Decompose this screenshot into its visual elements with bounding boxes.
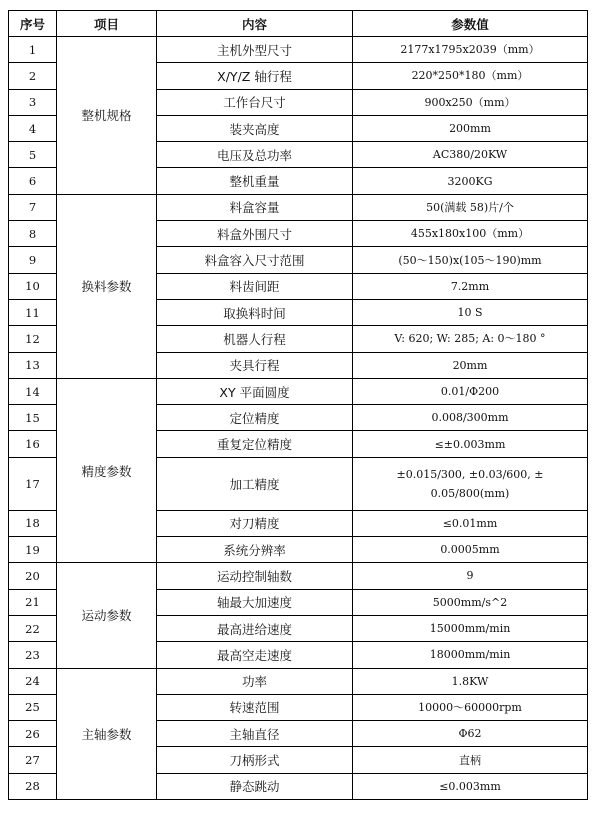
row-number: 10 xyxy=(9,273,57,299)
item-name: 转速范围 xyxy=(157,694,353,720)
header-value: 参数值 xyxy=(353,11,588,37)
row-number: 20 xyxy=(9,563,57,589)
item-name: 系统分辨率 xyxy=(157,537,353,563)
table-row xyxy=(9,194,588,220)
item-name: 料盒容量 xyxy=(157,194,353,220)
item-value: 15000mm/min xyxy=(353,615,588,641)
table-row xyxy=(9,563,588,589)
item-name: 功率 xyxy=(157,668,353,694)
row-number: 5 xyxy=(9,142,57,168)
item-value: ≤0.003mm xyxy=(353,773,588,799)
item-value: ≤0.01mm xyxy=(353,510,588,536)
item-name: 机器人行程 xyxy=(157,326,353,352)
row-number: 6 xyxy=(9,168,57,194)
item-value: Φ62 xyxy=(353,721,588,747)
item-name: 装夹高度 xyxy=(157,115,353,141)
item-name: 料齿间距 xyxy=(157,273,353,299)
row-number: 11 xyxy=(9,299,57,325)
item-value: 0.01/Φ200 xyxy=(353,378,588,404)
row-number: 16 xyxy=(9,431,57,457)
item-value: 3200KG xyxy=(353,168,588,194)
item-name: 加工精度 xyxy=(157,457,353,510)
spec-table xyxy=(8,10,588,800)
item-value: 18000mm/min xyxy=(353,642,588,668)
item-value: 220*250*180（mm） xyxy=(353,63,588,89)
item-name: 静态跳动 xyxy=(157,773,353,799)
item-value: AC380/20KW xyxy=(353,142,588,168)
row-number: 17 xyxy=(9,457,57,510)
row-number: 28 xyxy=(9,773,57,799)
row-number: 22 xyxy=(9,615,57,641)
row-number: 18 xyxy=(9,510,57,536)
row-number: 15 xyxy=(9,405,57,431)
section-label-precision: 精度参数 xyxy=(57,378,157,562)
row-number: 8 xyxy=(9,221,57,247)
item-value: 0.0005mm xyxy=(353,537,588,563)
item-name: X/Y/Z 轴行程 xyxy=(157,63,353,89)
header-row xyxy=(9,11,588,37)
item-name: 夹具行程 xyxy=(157,352,353,378)
section-label-material-change: 换料参数 xyxy=(57,194,157,378)
item-value: 50(满载 58)片/个 xyxy=(353,194,588,220)
item-name: 主轴直径 xyxy=(157,721,353,747)
row-number: 24 xyxy=(9,668,57,694)
row-number: 7 xyxy=(9,194,57,220)
item-value: 0.008/300mm xyxy=(353,405,588,431)
row-number: 13 xyxy=(9,352,57,378)
item-value: 900x250（mm） xyxy=(353,89,588,115)
header-no: 序号 xyxy=(9,11,57,37)
item-name: 整机重量 xyxy=(157,168,353,194)
row-number: 25 xyxy=(9,694,57,720)
section-label-spindle: 主轴参数 xyxy=(57,668,157,799)
item-name: 定位精度 xyxy=(157,405,353,431)
row-number: 1 xyxy=(9,37,57,63)
row-number: 3 xyxy=(9,89,57,115)
item-value: 2177x1795x2039（mm） xyxy=(353,37,588,63)
row-number: 12 xyxy=(9,326,57,352)
table-row xyxy=(9,37,588,63)
header-content: 内容 xyxy=(157,11,353,37)
item-name: 料盒容入尺寸范围 xyxy=(157,247,353,273)
item-name: 最高空走速度 xyxy=(157,642,353,668)
table-row xyxy=(9,378,588,404)
row-number: 14 xyxy=(9,378,57,404)
item-name: 料盒外围尺寸 xyxy=(157,221,353,247)
item-name: 轴最大加速度 xyxy=(157,589,353,615)
item-value: 直柄 xyxy=(353,747,588,773)
item-value: 455x180x100（mm） xyxy=(353,221,588,247)
row-number: 4 xyxy=(9,115,57,141)
header-project: 项目 xyxy=(57,11,157,37)
item-value: 20mm xyxy=(353,352,588,378)
table-row xyxy=(9,668,588,694)
item-name: 取换料时间 xyxy=(157,299,353,325)
item-name: 电压及总功率 xyxy=(157,142,353,168)
item-name: 主机外型尺寸 xyxy=(157,37,353,63)
item-value-line-1: ±0.015/300, ±0.03/600, ± xyxy=(396,467,544,481)
item-value: (50～150)x(105～190)mm xyxy=(353,247,588,273)
item-value: ≤±0.003mm xyxy=(353,431,588,457)
item-value xyxy=(353,457,588,510)
item-value-line-2: 0.05/800(mm) xyxy=(430,486,510,500)
item-value: 9 xyxy=(353,563,588,589)
item-name: XY 平面圆度 xyxy=(157,378,353,404)
item-value: V: 620; W: 285; A: 0～180 ° xyxy=(353,326,588,352)
item-name: 对刀精度 xyxy=(157,510,353,536)
row-number: 9 xyxy=(9,247,57,273)
item-name: 重复定位精度 xyxy=(157,431,353,457)
item-name: 工作台尺寸 xyxy=(157,89,353,115)
section-label-machine-spec: 整机规格 xyxy=(57,37,157,195)
item-value: 10000～60000rpm xyxy=(353,694,588,720)
item-value: 1.8KW xyxy=(353,668,588,694)
row-number: 2 xyxy=(9,63,57,89)
row-number: 19 xyxy=(9,537,57,563)
item-value: 5000mm/s^2 xyxy=(353,589,588,615)
row-number: 21 xyxy=(9,589,57,615)
row-number: 27 xyxy=(9,747,57,773)
item-value: 7.2mm xyxy=(353,273,588,299)
item-name: 刀柄形式 xyxy=(157,747,353,773)
item-value: 200mm xyxy=(353,115,588,141)
item-name: 最高进给速度 xyxy=(157,615,353,641)
section-label-motion: 运动参数 xyxy=(57,563,157,668)
item-value: 10 S xyxy=(353,299,588,325)
row-number: 23 xyxy=(9,642,57,668)
item-name: 运动控制轴数 xyxy=(157,563,353,589)
row-number: 26 xyxy=(9,721,57,747)
